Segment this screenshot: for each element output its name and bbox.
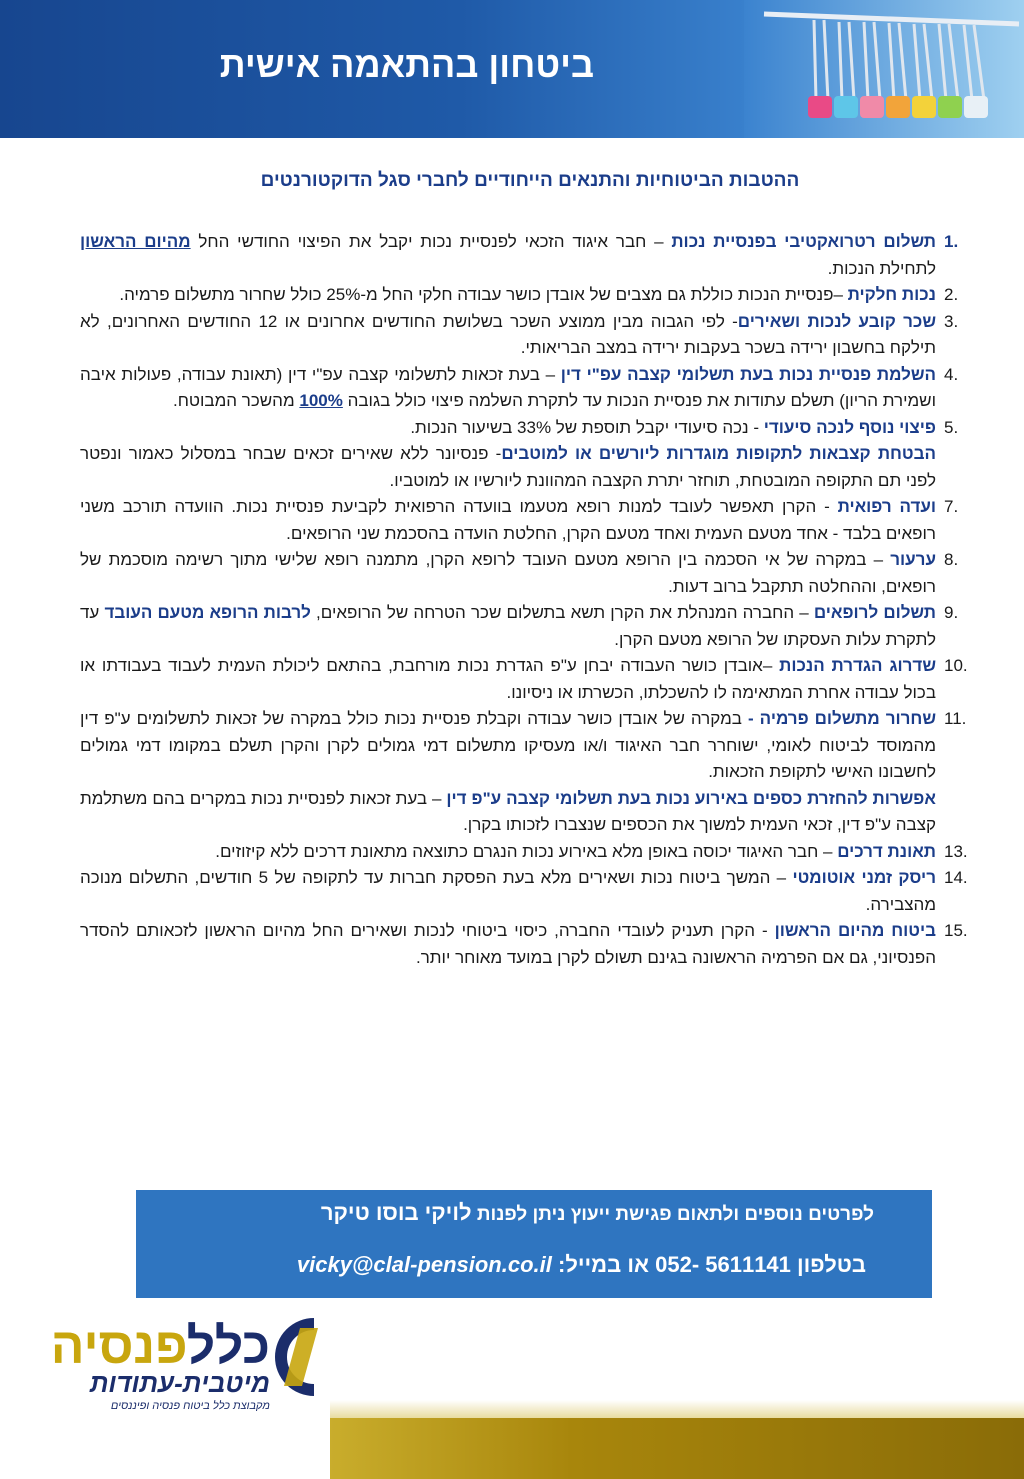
contact-line-2 — [297, 1252, 866, 1278]
logo-tagline: מקבוצת כלל ביטוח פנסיה ופיננסים — [110, 1400, 270, 1412]
contact-phone-prefix: בטלפון — [790, 1252, 866, 1277]
header-banner — [0, 0, 1024, 138]
item-number: 9. — [944, 603, 959, 622]
item-text: –פנסיית הנכות כוללת גם מצבים של אובדן כושר עבודה חלקי החל מ-25% כולל שחרור מתשלום פרמיה. — [119, 285, 848, 304]
list-item — [80, 600, 980, 653]
item-emphasis: 100% — [299, 391, 343, 410]
page-title: ביטחון בהתאמה אישית — [219, 44, 594, 85]
clal-logo — [30, 1318, 330, 1418]
item-text: - פנסיונר ללא שאירים זכאים שבחר במסלול כאמור ונפטר לפני תם התקופה המובטחת, תוחזר יתרת הקצבה המהוונת ליורשיו או למוטביו. — [80, 444, 936, 490]
list-item — [80, 415, 980, 442]
item-label: פיצוי נוסף לנכה סיעודי — [763, 417, 936, 437]
list-item — [80, 839, 980, 866]
contact-box — [136, 1190, 932, 1298]
item-text: – חבר איגוד הזכאי לפנסיית נכות יקבל את הפיצוי החודשי החל — [190, 232, 672, 251]
item-label: תשלום רטרואקטיבי בפנסיית נכות — [671, 232, 936, 251]
item-emphasis: מהיום הראשון — [80, 232, 191, 251]
footer-gold-band — [330, 1418, 1024, 1479]
item-text-2: מהשכר המבוטח. — [173, 391, 300, 410]
item-text: - הקרן תעניק לעובדי החברה, כיסוי ביטוחי לנכות ושאירים החל מהיום הראשון לזכאותם להסדר הפנסיוני, גם אם הפרמיה הראשונה בגינם תשולם לקרן במועד מאוחר יותר. — [80, 921, 936, 967]
item-text: - לפי הגבוה מבין ממוצע השכר בשלושת החודשים אחרונים או 12 החודשים האחרונים, לא תילקח בחשבון ירידה בשכר בעקבות ירידה במצב הבריאותי. — [80, 311, 936, 357]
item-label: ועדה רפואית — [837, 497, 937, 516]
contact-intro: לפרטים נוספים ולתאום פגישת ייעוץ ניתן לפנות — [471, 1204, 874, 1225]
item-text: –אובדן כושר העבודה יבחן ע"פ הגדרת נכות מורחבת, בהתאם ליכולת העמית לעבוד בעבודתו או בכול עבודה אחרת המתאימה לו להשכלתו, הכשרתו או ניסיונו. — [80, 656, 936, 702]
item-label: שדרוג הגדרת הנכות — [779, 656, 937, 675]
list-item — [80, 441, 980, 494]
item-number: 7. — [944, 497, 959, 516]
item-text: – החברה המנהלת את הקרן תשא בתשלום שכר הטרחה של הרופאים, — [310, 603, 814, 622]
item-label: תשלום לרופאים — [813, 603, 936, 622]
item-label: השלמת פנסיית נכות בעת תשלומי קצבה עפ"י דין — [560, 364, 937, 384]
logo-brand — [51, 1318, 270, 1374]
item-text: במקרה של אובדן כושר עבודה וקבלת פנסיית נכות כולל במקרה של זכאות לתשלומים ע"פ דין מהמוסד לביטוח לאומי, ישוחרר חבר האיגוד ו/או מעסיקו מתשלום דמי גמולים לקרן והקרן תשלם במקומו דמי גמולים לחשבונו האישי לתקופת הזכאות. — [80, 709, 936, 781]
item-text: - הקרן תאפשר לעובד למנות רופא מטעמו בוועדה הרפואית לקביעת פנסיית נכות. הוועדה תורכב משני רופאים בלבד - אחד מטעם העמית ואחד מטעם הקרן, החלטת הועדה בהסכמת שני הרופאים. — [80, 497, 936, 543]
list-item — [80, 229, 980, 282]
item-text: – המשך ביטוח נכות ושאירים מלא בעת הפסקת חברות עד לתקופה של 5 חודשים, התשלום מנוכה מהצבירה. — [80, 868, 936, 914]
contact-mid: או במייל: — [551, 1252, 656, 1277]
contact-phone[interactable]: 052- 5611141 — [655, 1252, 791, 1277]
list-item — [80, 865, 980, 918]
logo-subtitle: מיטבית-עתודות — [89, 1368, 270, 1398]
item-label: אפשרות להחזרת כספים באירוע נכות בעת תשלומי קצבה ע"פ דין — [446, 788, 936, 808]
section-subtitle: ההטבות הביטוחיות והתנאים הייחודיים לחברי סגל הדוקטורנטים — [260, 170, 800, 191]
item-label: נכות חלקית — [847, 285, 936, 304]
item-text-2: עד לתקרת עלות העסקתו של הרופא מטעם הקרן. — [80, 603, 936, 649]
list-item — [80, 786, 980, 839]
item-text: – בעת זכאות לתשלומי קצבה עפ"י דין (תאונת עבודה, פעולות איבה ושמירת הריון) תשלם עתודות את פנסיית הנכות עד לתקרת השלמה פיצוי כולל בגובה — [80, 364, 936, 410]
item-number: 4. — [944, 364, 959, 384]
list-item — [80, 918, 980, 971]
item-number: 11. — [944, 709, 967, 728]
item-label-2: לרבות הרופא מטעם העובד — [104, 603, 311, 622]
list-item — [80, 494, 980, 547]
item-number: 8. — [944, 550, 959, 569]
list-item — [80, 706, 980, 786]
list-item — [80, 547, 980, 600]
item-number: 14. — [944, 868, 968, 887]
list-item — [80, 653, 980, 706]
logo-brand-main: כלל — [187, 1318, 270, 1374]
contact-line-1 — [321, 1200, 874, 1226]
item-label: הבטחת קצבאות לתקופות מוגדרות ליורשים או למוטבים — [501, 444, 936, 463]
logo-brand-second: פנסיה — [50, 1318, 188, 1374]
item-number: 3. — [944, 311, 959, 331]
item-label: תאונת דרכים — [837, 841, 936, 861]
contact-name: לויקי בוסו טיקר — [320, 1200, 472, 1225]
footer-fade — [330, 1400, 1024, 1418]
item-label: שכר קובע לנכות ושאירים — [737, 311, 937, 331]
contact-email-link[interactable]: vicky@clal-pension.co.il — [296, 1252, 552, 1277]
item-text: – חבר האיגוד יכוסה באופן מלא באירוע נכות הנגרם כתוצאה מתאונת דרכים ללא קיזוזים. — [215, 841, 838, 861]
list-item — [80, 282, 980, 309]
item-label: ערעור — [890, 550, 936, 569]
item-number: 1. — [944, 232, 959, 251]
item-number: 15. — [944, 921, 968, 940]
benefits-list — [80, 229, 980, 971]
item-number: 10. — [944, 656, 968, 675]
item-number: 13. — [944, 841, 968, 861]
item-text-2: לתחילת הנכות. — [827, 258, 936, 278]
item-label: ביטוח מהיום הראשון — [774, 921, 936, 940]
item-text: – בעת זכאות לפנסיית נכות במקרים בהם משתלמת קצבה ע"פ דין, זכאי העמית למשוך את הכספים שנצברו לזכותו בקרן. — [80, 788, 936, 834]
item-text: – במקרה של אי הסכמה בין הרופא מטעם העובד לרופא הקרן, מתמנה רופא שלישי מתוך רשימה מוסכמת של רופאים, וההחלטה תתקבל ברוב דעות. — [80, 550, 936, 596]
clal-logo-mark-icon — [272, 1318, 330, 1396]
item-text: - נכה סיעודי יקבל תוספת של 33% בשיעור הנכות. — [410, 417, 764, 437]
item-number: 2. — [944, 285, 959, 304]
list-item — [80, 362, 980, 415]
item-number: 5. — [944, 417, 959, 437]
item-label: שחרור מתשלום פרמיה - — [747, 709, 937, 728]
item-label: ריסק זמני אוטומטי — [792, 868, 936, 887]
safety-pins-icon — [744, 0, 1024, 138]
list-item — [80, 309, 980, 362]
